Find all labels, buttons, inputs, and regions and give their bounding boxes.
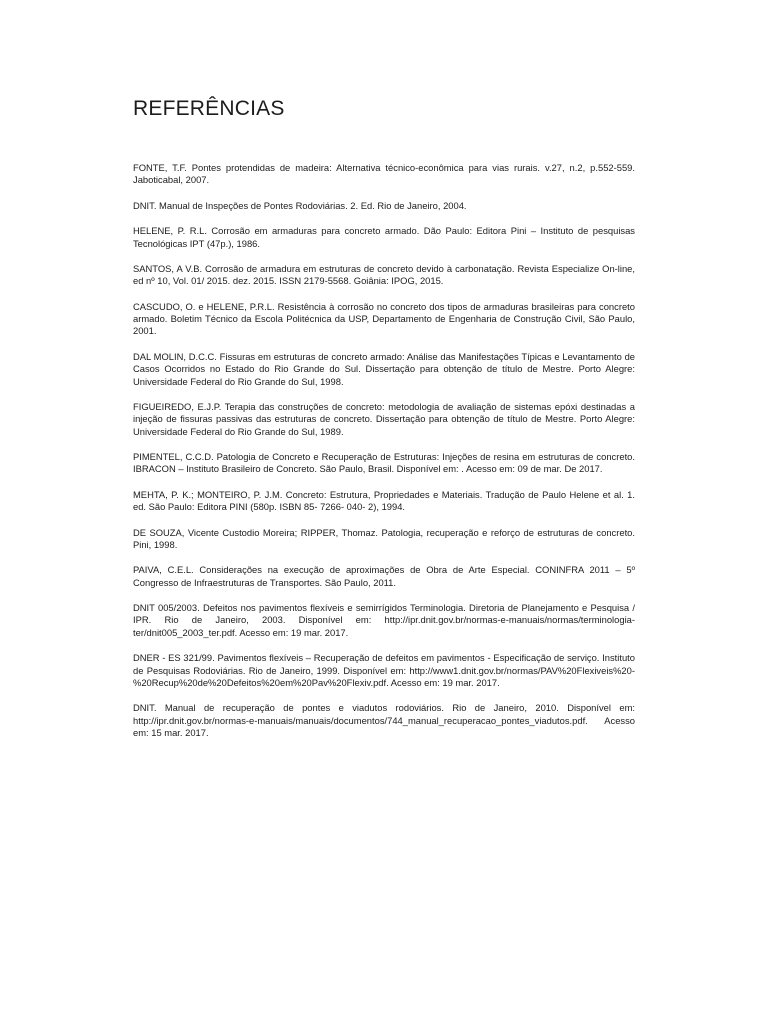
reference-item: FIGUEIREDO, E.J.P. Terapia das construções de concreto: metodologia de avaliação de sistemas epóxi destinadas a injeção de fissuras passivas das estruturas de concreto. Dissertação para obtenção de título de Mestre. Porto Alegre: Universidade Federal do Rio Grande do Sul, 1989. xyxy=(133,400,635,437)
reference-item: DNER - ES 321/99. Pavimentos flexíveis – Recuperação de defeitos em pavimentos - Especificação de serviço. Instituto de Pesquisas Rodoviárias. Rio de Janeiro, 1999. Disponível em: http://www1.dnit.gov.br/normas/PAV%20Flexiveis%20-%20Recup%20de%20Defeitos%20em%20Pav%20Flexiv.pdf. Acesso em: 19 mar. 2017. xyxy=(133,652,635,688)
reference-item: DAL MOLIN, D.C.C. Fissuras em estruturas de concreto armado: Análise das Manifestações Típicas e Levantamento de Casos Ocorridos no Estado do Rio Grande do Sul. Dissertação para obtenção de título de Mestre. Porto Alegre: Universidade Federal do Rio Grande do Sul, 1998. xyxy=(133,350,635,387)
page-title: REFERÊNCIAS xyxy=(133,97,285,120)
reference-item: DE SOUZA, Vicente Custodio Moreira; RIPPER, Thomaz. Patologia, recuperação e reforço de estruturas de concreto. Pini, 1998. xyxy=(133,526,635,550)
reference-item: DNIT. Manual de recuperação de pontes e viadutos rodoviários. Rio de Janeiro, 2010. Disponível em: http://ipr.dnit.gov.br/normas-e-manuais/manuais/documentos/744_manual_recuperacao_pontes_viadutos.pdf. Acesso em: 15 mar. 2017. xyxy=(133,702,635,738)
reference-item: PAIVA, C.E.L. Considerações na execução de aproximações de Obra de Arte Especial. CONINFRA 2011 – 5º Congresso de Infraestruturas de Transportes. São Paulo, 2011. xyxy=(133,564,635,588)
reference-item: SANTOS, A V.B. Corrosão de armadura em estruturas de concreto devido à carbonatação. Revista Especialize On-line, ed nº 10, Vol. 01/ 2015. dez. 2015. ISSN 2179-5568. Goiânia: IPOG, 2015. xyxy=(133,263,635,287)
reference-item: FONTE, T.F. Pontes protendidas de madeira: Alternativa técnico-econômica para vias rurais. v.27, n.2, p.552-559. Jaboticabal, 2007. xyxy=(133,162,635,186)
reference-list xyxy=(133,162,635,739)
reference-item: PIMENTEL, C.C.D. Patologia de Concreto e Recuperação de Estruturas: Injeções de resina em estruturas de concreto. IBRACON – Instituto Brasileiro de Concreto. São Paulo, Brasil. Disponível em: . Acesso em: 09 de mar. De 2017. xyxy=(133,451,635,475)
reference-item: HELENE, P. R.L. Corrosão em armaduras para concreto armado. Dão Paulo: Editora Pini – Instituto de pesquisas Tecnológicas IPT (47p.), 1986. xyxy=(133,225,635,249)
document-page xyxy=(133,96,635,752)
reference-item: DNIT. Manual de Inspeções de Pontes Rodoviárias. 2. Ed. Rio de Janeiro, 2004. xyxy=(133,199,467,211)
reference-item: CASCUDO, O. e HELENE, P.R.L. Resistência à corrosão no concreto dos tipos de armaduras brasileiras para concreto armado. Boletim Técnico da Escola Politécnica da USP, Departamento de Engenharia de Construção Civil, São Paulo, 2001. xyxy=(133,300,635,337)
reference-item: MEHTA, P. K.; MONTEIRO, P. J.M. Concreto: Estrutura, Propriedades e Materiais. Tradução de Paulo Helene et al. 1. ed. São Paulo: Editora PINI (580p. ISBN 85- 7266- 040- 2), 1994. xyxy=(133,488,635,513)
reference-item: DNIT 005/2003. Defeitos nos pavimentos flexíveis e semirrígidos Terminologia. Diretoria de Planejamento e Pesquisa / IPR. Rio de Janeiro, 2003. Disponível em: http://ipr.dnit.gov.br/normas-e-manuais/normas/terminologia-ter/dnit005_2003_ter.pdf. Acesso em: 19 mar. 2017. xyxy=(133,602,635,638)
